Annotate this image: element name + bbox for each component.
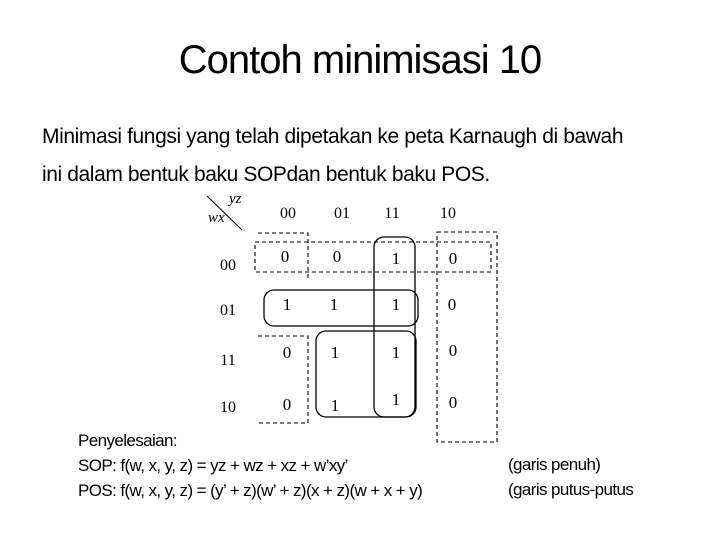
kmap-cell-r1c2: 1 [391, 295, 401, 314]
kmap-cell-r1c3: 0 [447, 295, 457, 314]
kmap-cell-r3c3: 0 [448, 393, 458, 412]
problem-line-1: Minimasi fungsi yang telah dipetakan ke peta Karnaugh di bawah [42, 125, 624, 148]
kmap-cell-r2c3: 0 [448, 341, 458, 360]
slide-title: Contoh minimisasi 10 [178, 38, 542, 82]
kmap-col-header-00: 00 [280, 205, 296, 222]
sop-result: SOP: f(w, x, y, z) = yz + wz + xz + w’xy’ [78, 456, 348, 475]
kmap-col-header-01: 01 [334, 205, 350, 222]
kmap-col-header-10: 10 [440, 205, 456, 222]
kmap-row-header-11: 11 [220, 352, 236, 369]
kmap-cell-r3c0: 0 [282, 395, 292, 414]
kmap-cell-r0c0: 0 [280, 247, 290, 266]
kmap-cell-r0c3: 0 [448, 249, 458, 268]
kmap-cell-r0c1: 0 [332, 247, 342, 266]
kmap-cell-r1c0: 1 [282, 295, 292, 314]
kmap-col-header-11: 11 [384, 205, 400, 222]
pos-group-col10 [437, 232, 497, 442]
kmap-cell-r3c2: 1 [391, 390, 401, 409]
kmap-row-header-10: 10 [220, 399, 236, 416]
kmap-cell-r0c2: 1 [391, 249, 401, 268]
kmap-cell-r1c1: 1 [329, 295, 339, 314]
kmap-cell-r2c0: 0 [282, 343, 292, 362]
kmap-row-header-00: 00 [220, 257, 236, 274]
sop-note: (garis penuh) [508, 455, 601, 474]
kmap-col-variable: yz [229, 191, 242, 207]
notes-block [508, 452, 633, 502]
solution-heading: Penyelesaian: [78, 431, 177, 450]
solution-block [78, 428, 422, 503]
pos-note: (garis putus-putus [508, 480, 634, 499]
problem-line-2: ini dalam bentuk baku SOPdan bentuk baku POS. [42, 163, 490, 186]
kmap-cell-r3c1: 1 [330, 396, 340, 415]
pos-groups [255, 232, 497, 442]
kmap-cell-r2c2: 1 [391, 343, 401, 362]
kmap-row-variable: wx [208, 210, 225, 226]
pos-result: POS: f(w, x, y, z) = (y’ + z)(w’ + z)(x + z)(w + x + y) [78, 481, 423, 500]
kmap-cell-r2c1: 1 [330, 343, 340, 362]
kmap-row-header-01: 01 [220, 302, 236, 319]
